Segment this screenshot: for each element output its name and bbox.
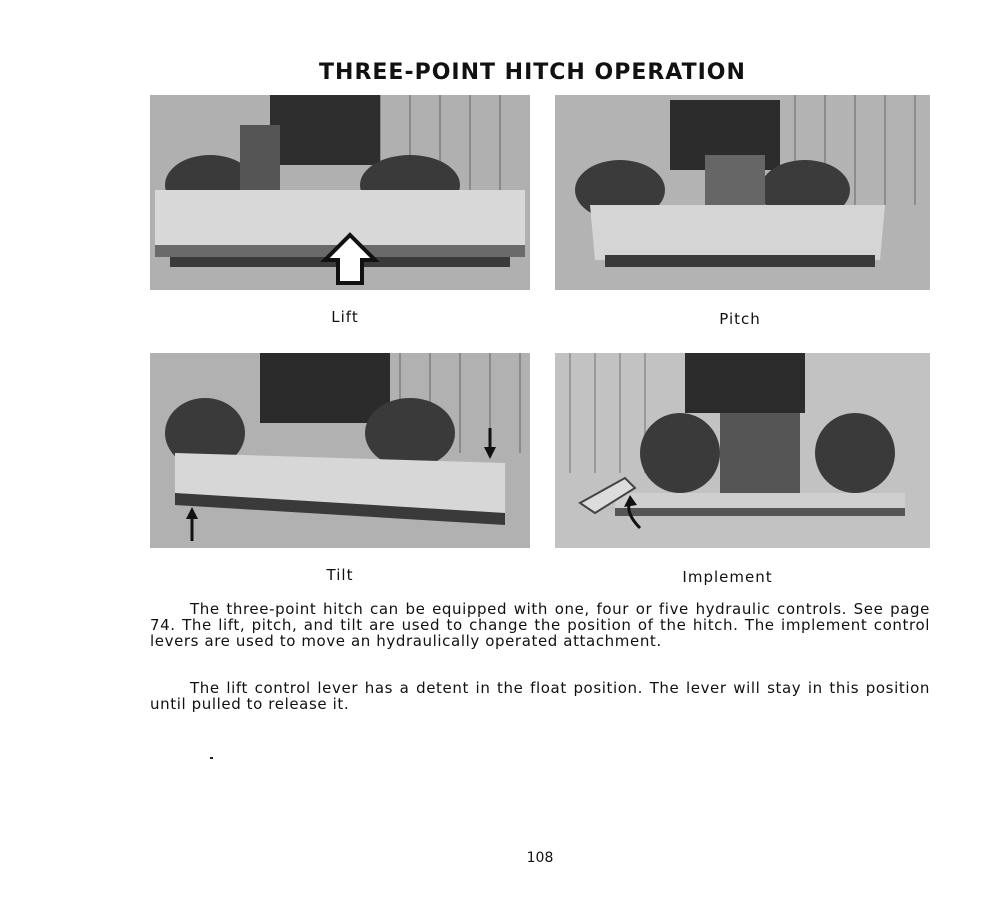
tilt-photo xyxy=(150,353,530,548)
body-paragraph-2: The lift control lever has a detent in the float position. The lever will stay in this position until pulled to release it. xyxy=(150,679,930,713)
lift-photo xyxy=(150,95,530,290)
pitch-photo xyxy=(555,95,930,290)
body-paragraph-1: The three-point hitch can be equipped with one, four or five hydraulic controls. See page 74. The lift, pitch, and tilt are used to change the position of the hitch. The implement control levers are used to move an hydraulically operated attachment. xyxy=(150,600,930,650)
tilt-caption: Tilt xyxy=(326,566,354,584)
implement-photo xyxy=(555,353,930,548)
scan-speck xyxy=(210,757,213,759)
implement-caption: Implement xyxy=(682,568,773,586)
lift-caption: Lift xyxy=(331,308,359,326)
page-title: THREE-POINT HITCH OPERATION xyxy=(319,60,746,85)
page-number: 108 xyxy=(526,850,554,866)
pitch-caption: Pitch xyxy=(719,310,761,328)
